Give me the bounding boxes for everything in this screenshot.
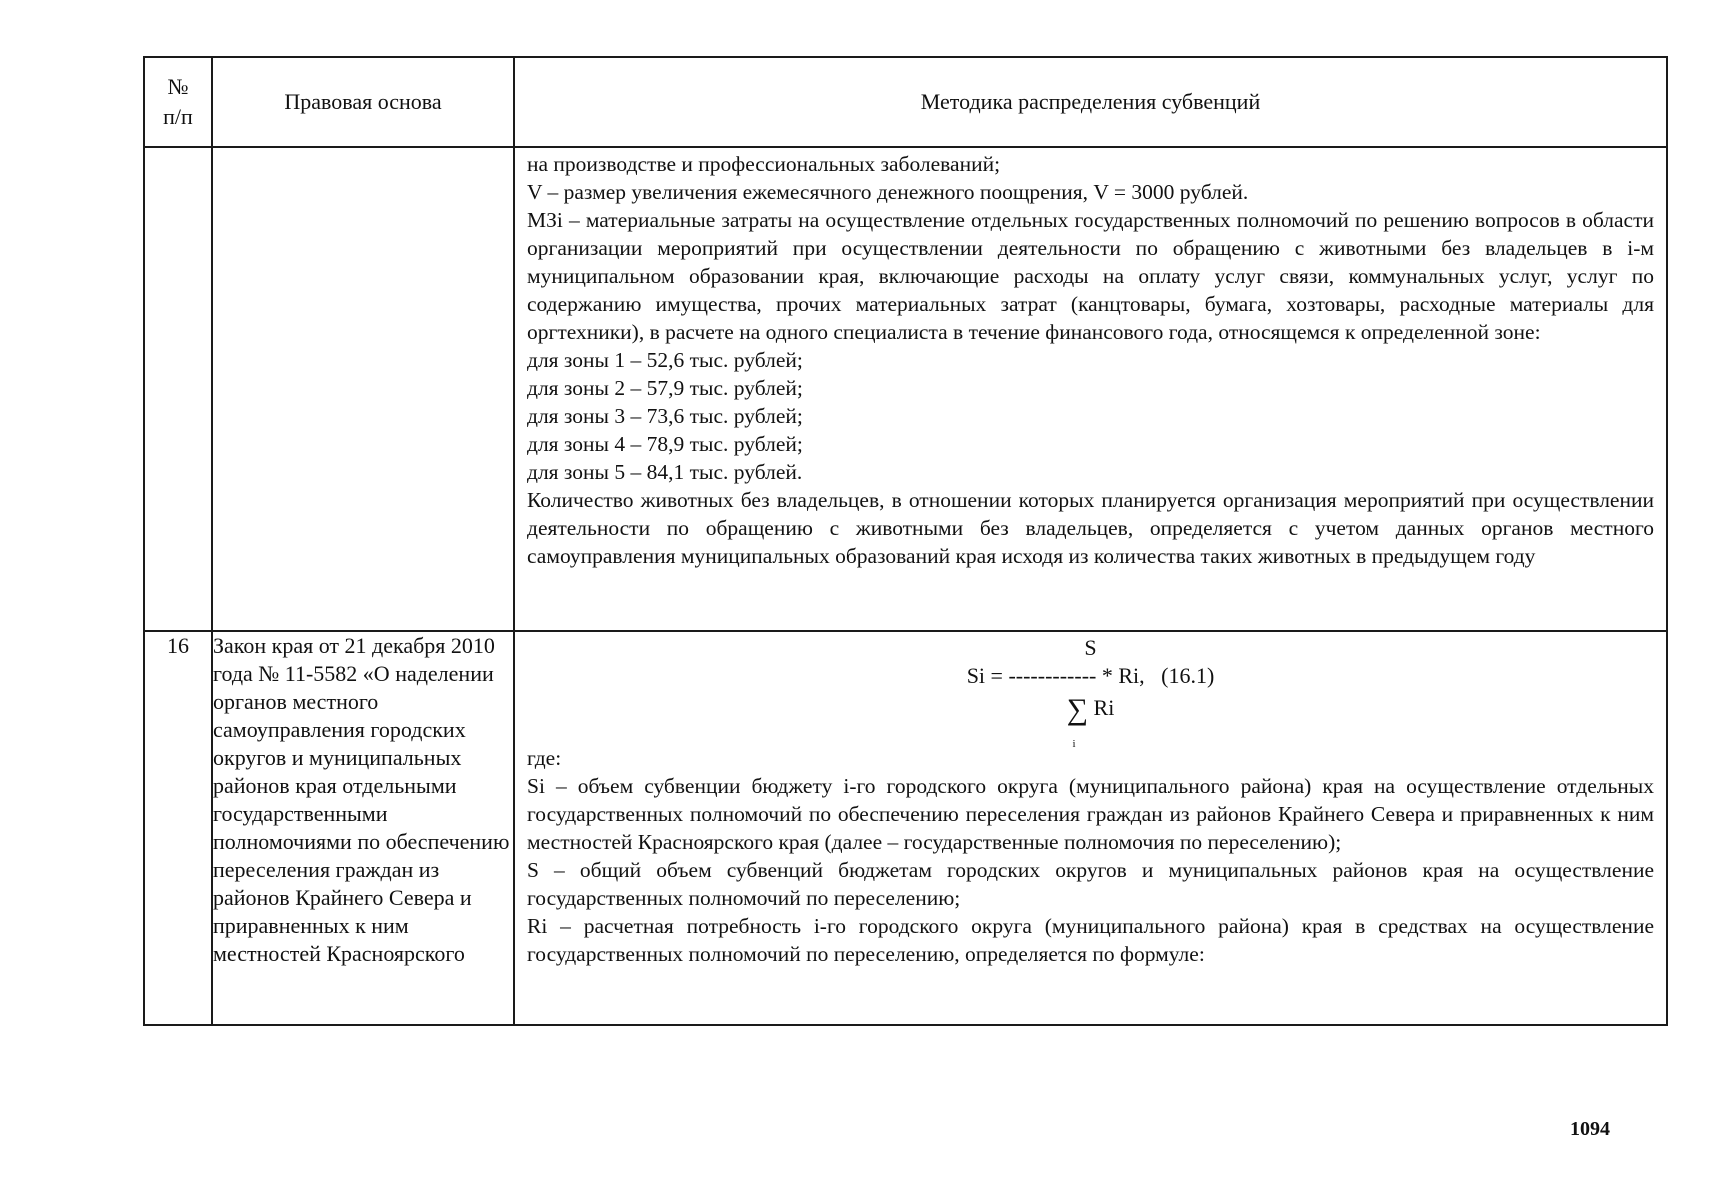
header-legal-basis: Правовая основа [212, 57, 514, 147]
text-paragraph: МЗi – материальные затраты на осуществление отдельных государственных полномочий по решению вопросов в области организации мероприятий при осуществлении деятельности по обращению с животными без владельцев в i-м муниципальном образовании края, включающие расходы на оплату услуг связи, коммунальных услуг, услуг по содержанию имущества, прочих материальных затрат (канцтовары, бумага, хозтовары, расходные материалы для оргтехники), в расчете на одного специалиста в течение финансового года, относящемся к определенной зоне: [527, 208, 1654, 344]
header-number-abbr: п/п [163, 104, 193, 129]
text-line: где: [527, 746, 562, 770]
cell-methodology-16 [514, 631, 1667, 1025]
text-line: V – размер увеличения ежемесячного денежного поощрения, V = 3000 рублей. [527, 180, 1249, 204]
formula-main: Si = ------------ * Ri, (16.1) [966, 663, 1215, 688]
cell-law-16: Закон края от 21 декабря 2010 года № 11-5582 «О наделении органов местного самоуправления городских округов и муниципальных районов края отдельными государственными полномочиями по обеспечению переселения граждан из районов Крайнего Севера и приравненных к ним местностей Красноярского [212, 631, 514, 1025]
subsidy-table [143, 56, 1668, 1026]
header-number-sign: № [167, 74, 189, 99]
table-header-row [144, 57, 1667, 147]
text-line: на производстве и профессиональных заболеваний; [527, 152, 1001, 176]
cell-methodology-continued [514, 147, 1667, 631]
text-paragraph: Ri – расчетная потребность i-го городского округа (муниципального района) края в средствах на осуществление государственных полномочий по переселению, определяется по формуле: [527, 914, 1654, 966]
zone-line: для зоны 4 – 78,9 тыс. рублей; [527, 432, 803, 456]
text-paragraph: Количество животных без владельцев, в отношении которых планируется организация мероприятий при осуществлении деятельности по обращению с животными без владельцев, определяется с учетом данных органов местного самоуправления муниципальных образований края исходя из количества таких животных в предыдущем году [527, 488, 1654, 568]
text-paragraph: S – общий объем субвенций бюджетам городских округов и муниципальных районов края на осуществление государственных полномочий по переселению; [527, 858, 1654, 910]
header-methodology: Методика распределения субвенций [514, 57, 1667, 147]
formula-denominator [527, 694, 1654, 724]
formula-denominator-text: Ri [1093, 695, 1115, 720]
text-paragraph: Si – объем субвенции бюджету i-го городского округа (муниципального района) края на осуществление отдельных государственных полномочий по обеспечению переселения граждан из районов Крайнего Севера и приравненных к ним местностей Красноярского края (далее – государственные полномочия по переселению); [527, 774, 1654, 854]
sigma-symbol: ∑ [1066, 693, 1089, 726]
zone-line: для зоны 5 – 84,1 тыс. рублей. [527, 460, 803, 484]
zone-line: для зоны 1 – 52,6 тыс. рублей; [527, 348, 803, 372]
zone-line: для зоны 3 – 73,6 тыс. рублей; [527, 404, 803, 428]
header-number [144, 57, 212, 147]
table-row-continued [144, 147, 1667, 631]
table-row-16 [144, 631, 1667, 1025]
page-number: 1094 [1570, 1118, 1610, 1140]
cell-number-empty [144, 147, 212, 631]
sigma-index: i [1072, 738, 1076, 750]
formula-16-1 [527, 634, 1654, 750]
cell-law-empty [212, 147, 514, 631]
cell-number-16: 16 [144, 631, 212, 1025]
formula-numerator: S [1084, 635, 1097, 660]
zone-line: для зоны 2 – 57,9 тыс. рублей; [527, 376, 803, 400]
